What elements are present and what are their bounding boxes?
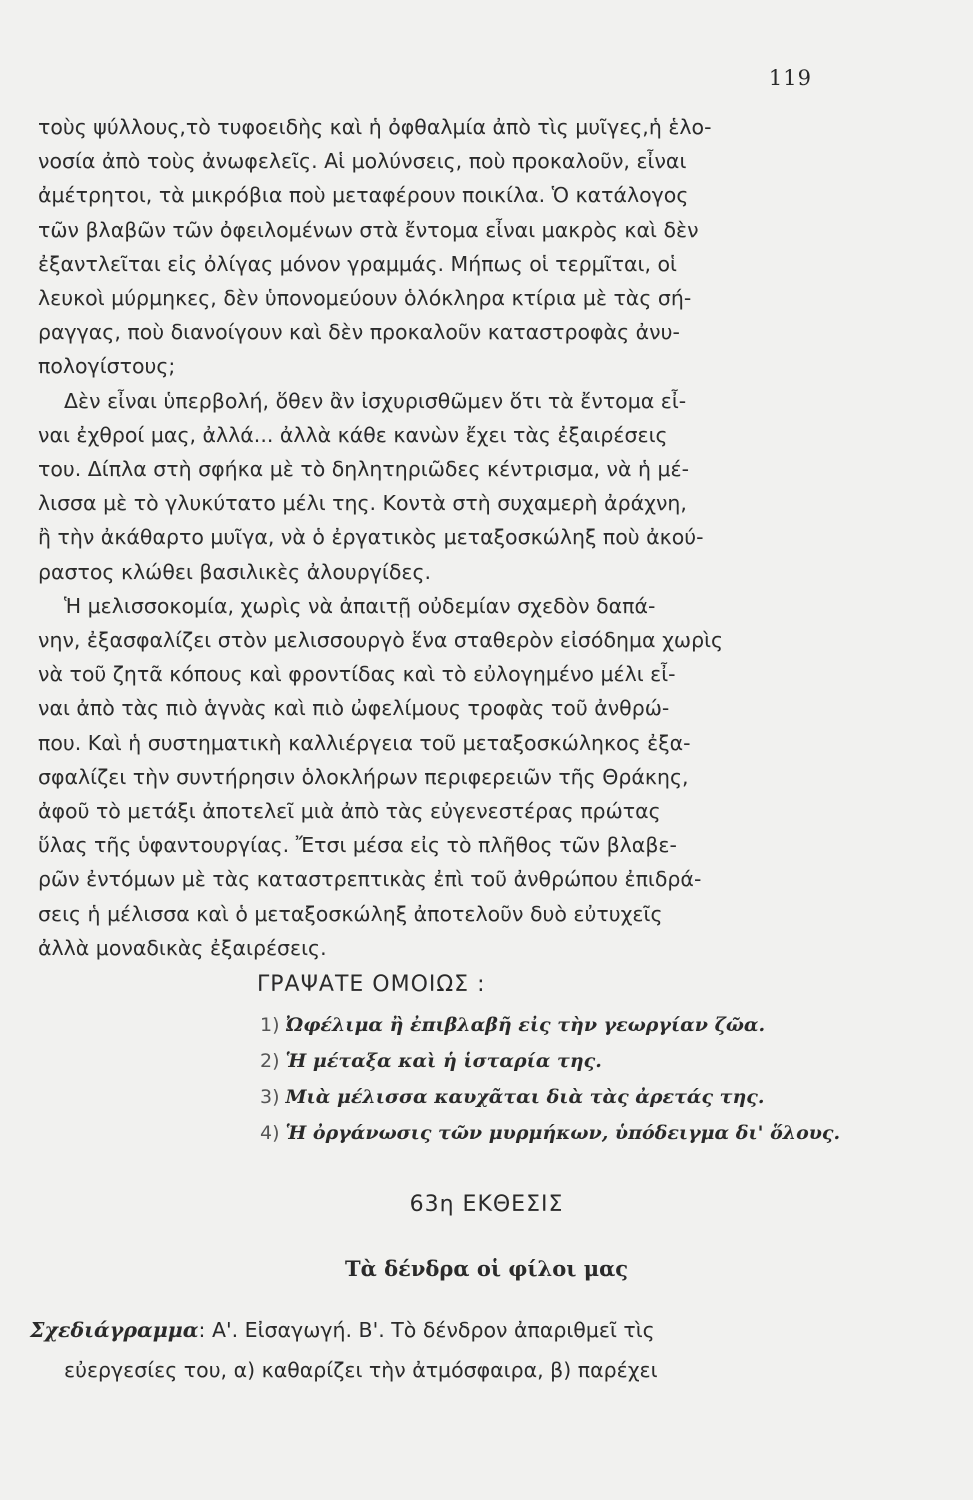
exercise-item-text: Ἡ ὀργάνωσις τῶν μυρμήκων, ὑπόδειγμα δι' ὅλους.: [285, 1122, 841, 1144]
text-line: ἀλλὰ μοναδικὰς ἐξαιρέσεις.: [38, 935, 327, 960]
text-line: ἀμέτρητοι, τὰ μικρόβια ποὺ μεταφέρουν ποικίλα. Ὁ κατάλογος: [38, 183, 689, 208]
text-line: του. Δίπλα στὴ σφήκα μὲ τὸ δηλητηριῶδες κέντρισμα, νὰ ἡ μέ-: [38, 457, 690, 481]
text-line: Ἡ μελισσοκομία, χωρὶς νὰ ἀπαιτῇ οὐδεμίαν σχεδὸν δαπά-: [64, 593, 656, 618]
outline-text: : Α'. Εἰσαγωγή. Β'. Τὸ δένδρον ἀπαριθμεῖ τὶς: [198, 1318, 655, 1342]
text-line: τοὺς ψύλλους,τὸ τυφοειδὴς καὶ ἡ ὀφθαλμία ἀπὸ τὶς μυῖγες,ἡ ἑλο-: [38, 115, 712, 139]
text-line: σφαλίζει τὴν συντήρησιν ὁλοκλήρων περιφερειῶν τῆς Θράκης,: [38, 764, 689, 789]
text-line: ρῶν ἐντόμων μὲ τὰς καταστρεπτικὰς ἐπὶ τοῦ ἀνθρώπου ἐπιδρά-: [38, 867, 702, 892]
text-line: τῶν βλαβῶν τῶν ὀφειλομένων στὰ ἔντομα εἶναι μακρὸς καὶ δὲν: [38, 217, 699, 242]
text-line: ὕλας τῆς ὑφαντουργίας. Ἔτσι μέσα εἰς τὸ πλῆθος τῶν βλαβε-: [38, 833, 677, 858]
exercise-item-text: Ἡ μέταξα καὶ ἡ ἱσταρία της.: [285, 1050, 602, 1072]
outline-line: [30, 1318, 655, 1342]
text-line: ἢ τὴν ἀκάθαρτο μυῖγα, νὰ ὁ ἐργατικὸς μεταξοσκώληξ ποὺ ἀκού-: [38, 525, 704, 550]
text-line: πολογίστους;: [38, 354, 176, 379]
text-line: Δὲν εἶναι ὑπερβολή, ὅθεν ἂν ἰσχυρισθῶμεν ὅτι τὰ ἔντομα εἶ-: [64, 388, 687, 413]
exercise-item-number: 1): [260, 1014, 280, 1036]
text-line: που. Καὶ ἡ συστηματικὴ καλλιέργεια τοῦ μεταξοσκώληκος ἐξα-: [38, 730, 691, 755]
outline-line: εὐεργεσίες του, α) καθαρίζει τὴν ἀτμόσφαιρα, β) παρέχει: [64, 1358, 658, 1382]
exercise-item-number: 2): [260, 1050, 280, 1072]
text-line: λευκοὶ μύρμηκες, δὲν ὑπονομεύουν ὁλόκληρα κτίρια μὲ τὰς σή-: [38, 286, 692, 310]
essay-title: Τὰ δένδρα οἱ φίλοι μας: [344, 1256, 629, 1281]
page-number: 119: [768, 66, 812, 90]
exercise-item-text: Ὠφέλιμα ἢ ἐπιβλαβῆ εἰς τὴν γεωργίαν ζῶα.: [285, 1014, 766, 1036]
exercise-item-number: 4): [260, 1122, 280, 1144]
text-line: σεις ἡ μέλισσα καὶ ὁ μεταξοσκώληξ ἀποτελοῦν δυὸ εὐτυχεῖς: [38, 901, 663, 926]
exercise-item: [260, 1122, 840, 1144]
exercise-heading: ΓΡΑΨΑΤΕ ΟΜΟΙΩΣ :: [257, 972, 486, 997]
text-line: ραγγας, ποὺ διανοίγουν καὶ δὲν προκαλοῦν καταστροφὰς ἀνυ-: [38, 320, 680, 345]
text-line: νην, ἐξασφαλίζει στὸν μελισσουργὸ ἕνα σταθερὸν εἰσόδημα χωρὶς: [38, 628, 724, 652]
exercise-item: [260, 1086, 764, 1108]
text-line: ραστος κλώθει βασιλικὲς ἀλουργίδες.: [38, 559, 432, 584]
text-line: ναι ἀπὸ τὰς πιὸ ἁγνὰς καὶ πιὸ ὠφελίμους τροφὰς τοῦ ἀνθρώ-: [38, 696, 670, 721]
text-line: ἐξαντλεῖται εἰς ὀλίγας μόνον γραμμάς. Μήπως οἱ τερμῖται, οἱ: [38, 251, 677, 276]
exercise-item-number: 3): [260, 1086, 280, 1108]
text-line: ναι ἐχθροί μας, ἀλλά... ἀλλὰ κάθε κανὼν ἔχει τὰς ἐξαιρέσεις: [38, 422, 668, 447]
outline-label: Σχεδιάγραμμα: [30, 1318, 199, 1342]
text-line: νὰ τοῦ ζητᾶ κόπους καὶ φροντίδας καὶ τὸ εὐλογημένο μέλι εἶ-: [38, 662, 676, 687]
essay-number: 63η ΕΚΘΕΣΙΣ: [409, 1192, 564, 1217]
exercise-item: [260, 1014, 765, 1036]
text-line: ἀφοῦ τὸ μετάξι ἀποτελεῖ μιὰ ἀπὸ τὰς εὐγενεστέρας πρώτας: [38, 799, 661, 823]
text-line: λισσα μὲ τὸ γλυκύτατο μέλι της. Κοντὰ στὴ συχαμερὴ ἀράχνη,: [38, 491, 687, 516]
text-line: νοσία ἀπὸ τοὺς ἀνωφελεῖς. Αἱ μολύνσεις, ποὺ προκαλοῦν, εἶναι: [38, 149, 687, 174]
exercise-item-text: Μιὰ μέλισσα καυχᾶται διὰ τὰς ἀρετάς της.: [285, 1086, 765, 1108]
exercise-item: [260, 1050, 602, 1072]
